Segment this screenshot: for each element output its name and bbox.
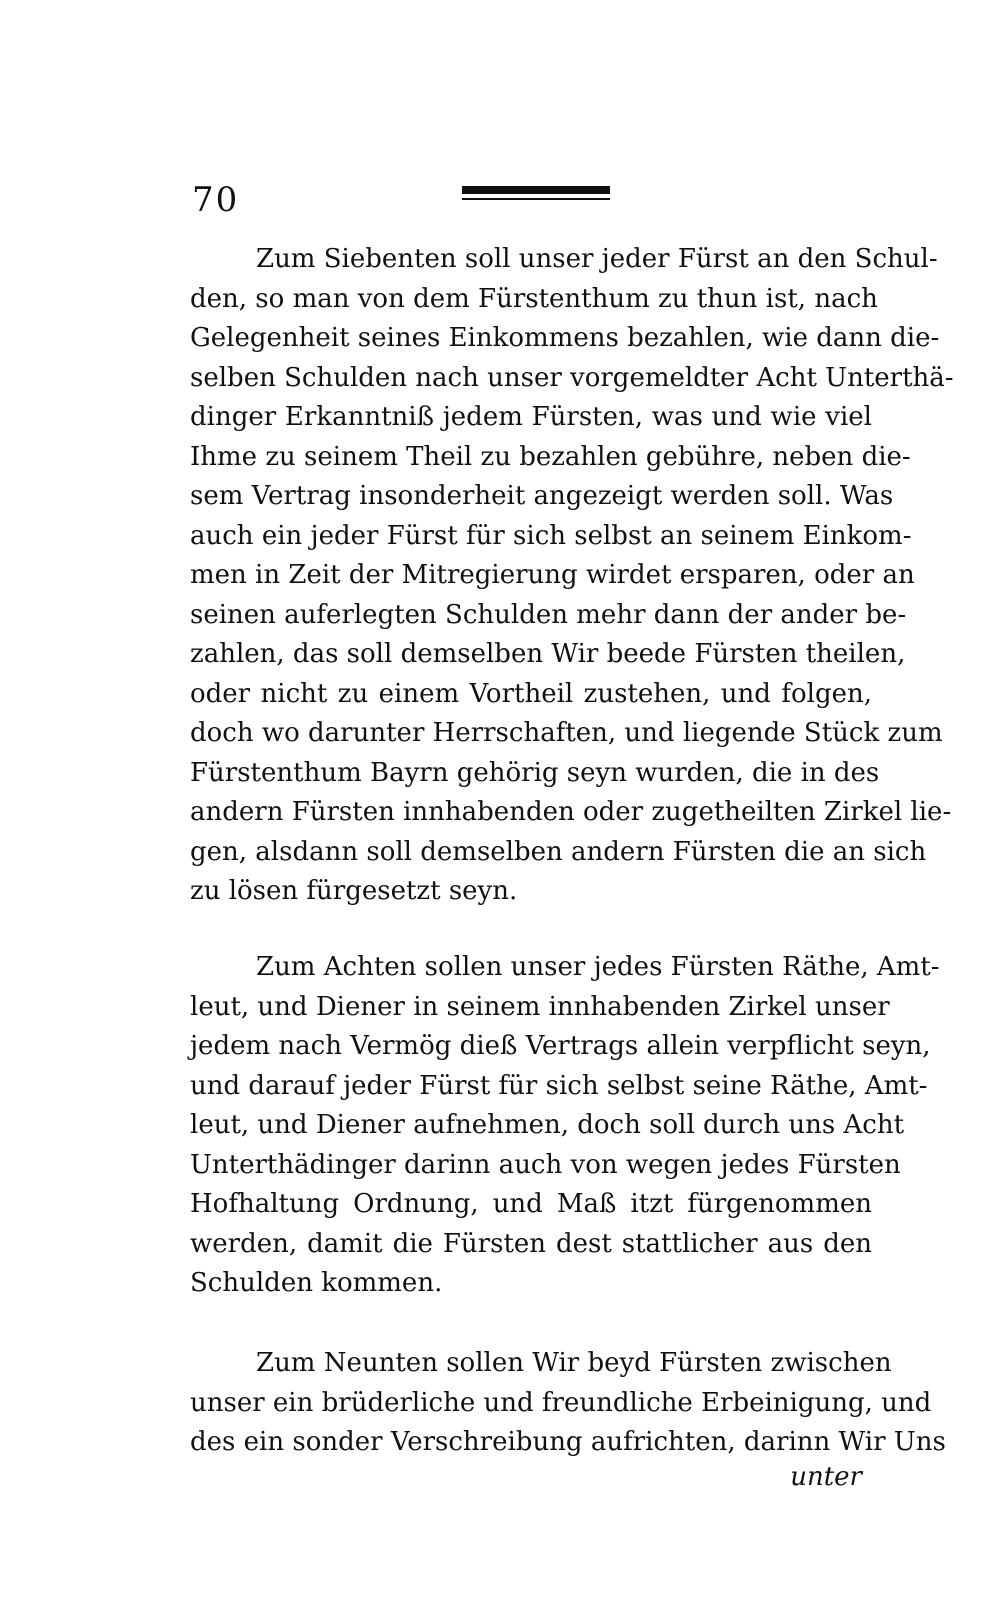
catchword: unter — [790, 1462, 862, 1492]
text-line: jedem nach Vermög dieß Vertrags allein verpflicht seyn, — [190, 1031, 931, 1061]
text-line: Zum Siebenten soll unser jeder Fürst an den Schul- — [256, 244, 938, 274]
paragraph-achten — [190, 948, 940, 1304]
header-rule-thin — [462, 198, 610, 200]
text-line: seinen auferlegten Schulden mehr dann der ander be- — [190, 599, 907, 630]
text-line: zu lösen fürgesetzt seyn. — [190, 876, 518, 906]
text-line: Gelegenheit seines Einkommens bezahlen, wie dann die- — [190, 323, 940, 353]
text-line: Fürstenthum Bayrn gehörig seyn wurden, die in des — [190, 757, 880, 788]
text-line: auch ein jeder Fürst für sich selbst an seinem Einkom- — [190, 520, 912, 551]
text-line: Zum Achten sollen unser jedes Fürsten Räthe, Amt- — [256, 952, 940, 982]
text-line: Schulden kommen. — [190, 1268, 443, 1298]
text-line: zahlen, das soll demselben Wir beede Fürsten theilen, — [190, 639, 906, 669]
page-number: 70 — [192, 180, 240, 220]
text-line: den, so man von dem Fürstenthum zu thun ist, nach — [190, 283, 878, 314]
text-line: werden, damit die Fürsten dest stattlicher aus den — [190, 1228, 872, 1259]
text-line: und darauf jeder Fürst für sich selbst seine Räthe, Amt- — [190, 1070, 928, 1101]
text-line: gen, alsdann soll demselben andern Fürsten die an sich — [190, 836, 927, 867]
text-line: dinger Erkanntniß jedem Fürsten, was und wie viel — [190, 402, 872, 432]
text-line: Unterthädinger darinn auch von wegen jedes Fürsten — [190, 1149, 901, 1180]
text-line: andern Fürsten innhabenden oder zugetheilten Zirkel lie- — [190, 797, 952, 827]
text-line: unser ein brüderliche und freundliche Erbeinigung, und — [190, 1387, 932, 1418]
text-line: oder nicht zu einem Vortheil zustehen, und folgen, — [190, 678, 872, 709]
text-line: Ihme zu seinem Theil zu bezahlen gebühre, neben die- — [190, 441, 911, 472]
paragraph-neunten — [190, 1344, 946, 1463]
text-line: men in Zeit der Mitregierung wirdet ersparen, oder an — [190, 560, 915, 590]
text-line: selben Schulden nach unser vorgemeldter Acht Unterthä- — [190, 362, 954, 393]
header-rule-thick — [462, 186, 610, 194]
text-line: sem Vertrag insonderheit angezeigt werden soll. Was — [190, 481, 894, 511]
text-line: doch wo darunter Herrschaften, und liegende Stück zum — [190, 718, 943, 748]
text-line: Zum Neunten sollen Wir beyd Fürsten zwischen — [256, 1348, 892, 1378]
text-line: leut, und Diener aufnehmen, doch soll durch uns Acht — [190, 1110, 905, 1140]
text-line: leut, und Diener in seinem innhabenden Zirkel unser — [190, 991, 890, 1022]
text-line: Hofhaltung Ordnung, und Maß itzt fürgenommen — [190, 1189, 872, 1219]
header-rule — [462, 186, 610, 200]
text-line: des ein sonder Verschreibung aufrichten, darinn Wir Uns — [190, 1427, 946, 1457]
paragraph-siebenten — [190, 240, 954, 912]
